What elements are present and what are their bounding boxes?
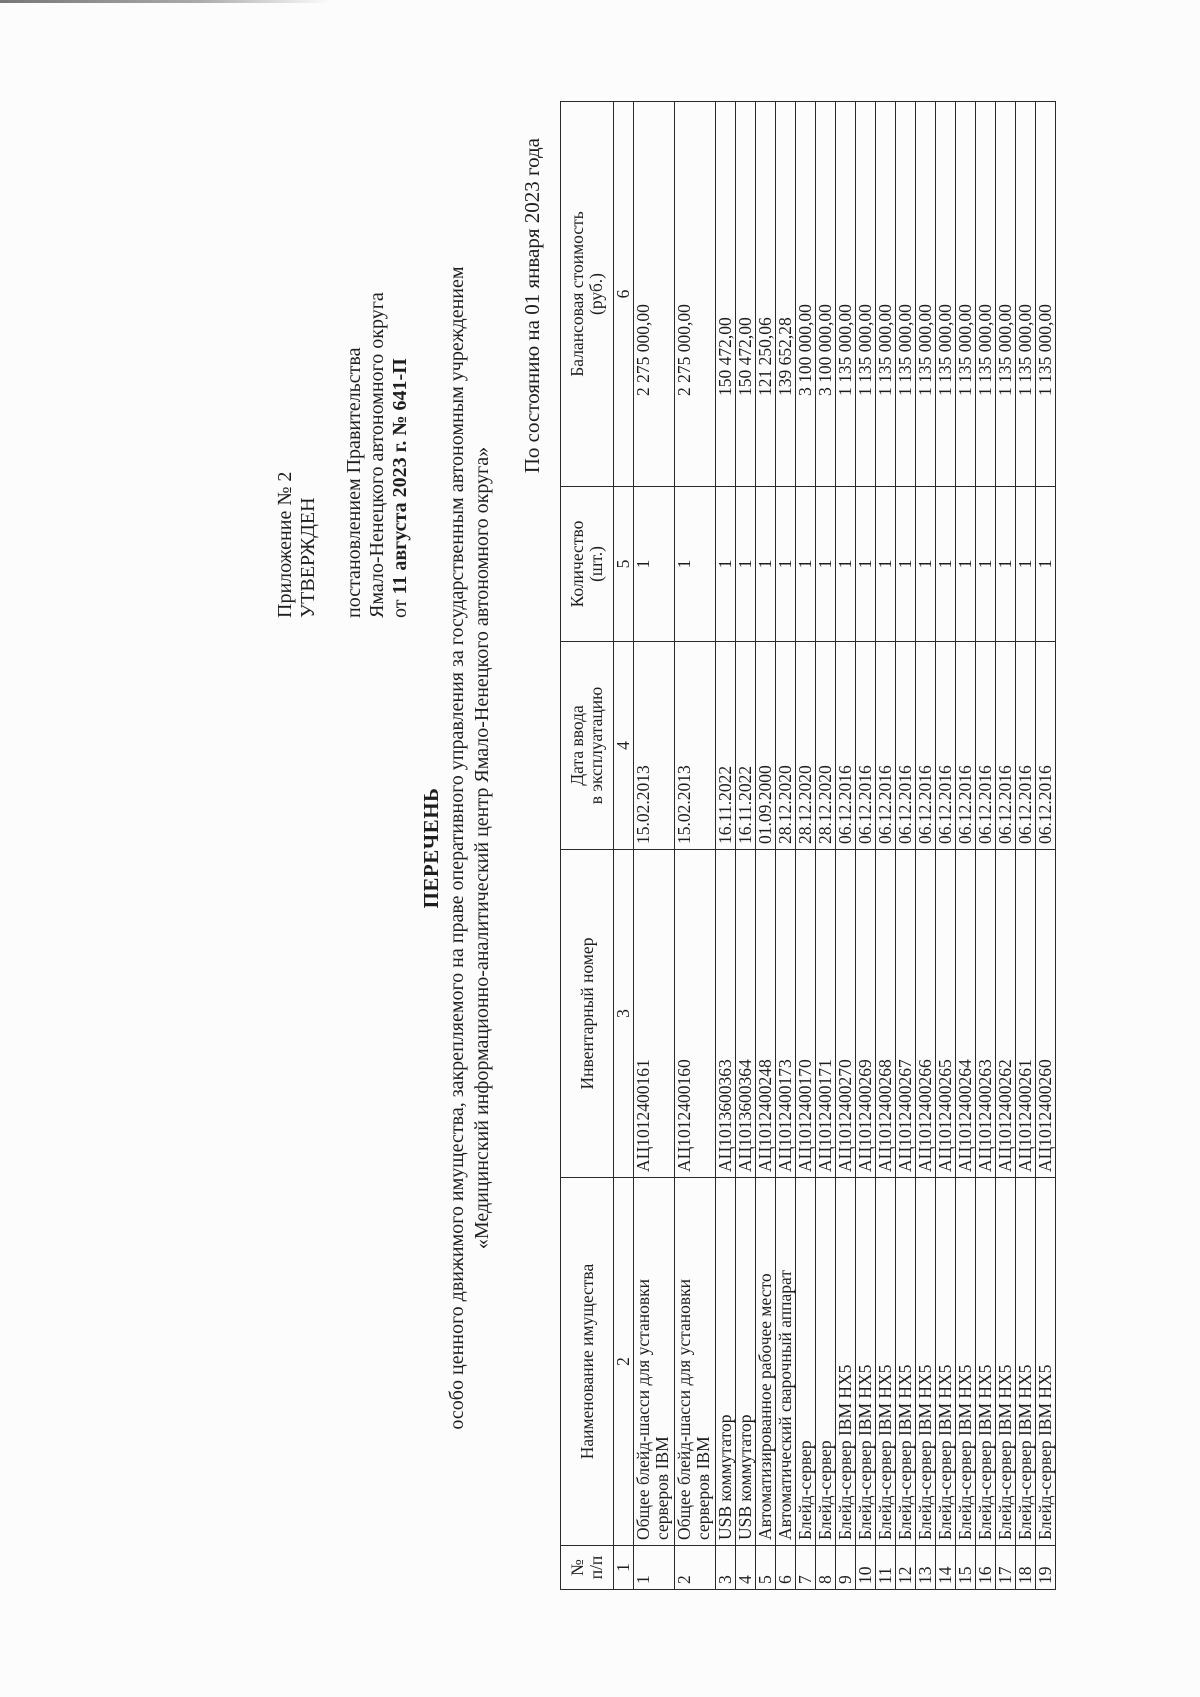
quantity: 1	[896, 487, 916, 642]
balance-cost: 121 250,06	[756, 102, 776, 487]
column-number-row	[614, 102, 634, 1590]
column-number: 1	[614, 1546, 634, 1590]
inventory-number: АЦ1012400171	[816, 850, 836, 1178]
quantity: 1	[634, 487, 675, 642]
item-name: Блейд-сервер IBM HX5	[876, 1178, 896, 1546]
property-register-table	[560, 101, 1056, 1590]
table-row	[634, 102, 675, 1590]
commission-date: 16.11.2022	[736, 642, 756, 850]
document-title-block	[418, 68, 494, 1628]
commission-date: 06.12.2016	[996, 642, 1016, 850]
table-row	[816, 102, 836, 1590]
rotated-document-sheet	[220, 68, 1055, 1628]
header-commission-date: Дата ввода в эксплуатацию	[561, 642, 614, 850]
table-row	[956, 102, 976, 1590]
column-number: 2	[614, 1178, 634, 1546]
inventory-number: АЦ1012400266	[916, 850, 936, 1178]
inventory-number: АЦ1012400264	[956, 850, 976, 1178]
table-header-row	[561, 102, 614, 1590]
commission-date: 06.12.2016	[1036, 642, 1056, 850]
table-row	[756, 102, 776, 1590]
commission-date: 28.12.2020	[796, 642, 816, 850]
inventory-number: АЦ1012400269	[856, 850, 876, 1178]
balance-cost: 150 472,00	[716, 102, 736, 487]
inventory-number: АЦ1012400170	[796, 850, 816, 1178]
row-number: 10	[856, 1546, 876, 1590]
row-number: 3	[716, 1546, 736, 1590]
row-number: 7	[796, 1546, 816, 1590]
document-title: ПЕРЕЧЕНЬ	[419, 787, 443, 909]
balance-cost: 1 135 000,00	[836, 102, 856, 487]
quantity: 1	[816, 487, 836, 642]
table-row	[1036, 102, 1056, 1590]
table-row	[856, 102, 876, 1590]
inventory-number: АЦ1013600363	[716, 850, 736, 1178]
header-inventory-number: Инвентарный номер	[561, 850, 614, 1178]
table-row	[716, 102, 736, 1590]
approval-authority-line: постановлением Правительства	[343, 347, 365, 618]
item-name: Блейд-сервер IBM HX5	[896, 1178, 916, 1546]
commission-date: 06.12.2016	[856, 642, 876, 850]
row-number: 19	[1036, 1546, 1056, 1590]
commission-date: 06.12.2016	[876, 642, 896, 850]
balance-cost: 1 135 000,00	[976, 102, 996, 487]
inventory-number: АЦ1012400173	[776, 850, 796, 1178]
table-row	[996, 102, 1016, 1590]
document-subtitle-line-1: особо ценного движимого имущества, закрепляемого на праве оперативного управления за государственным автономным учреждением	[446, 266, 468, 1430]
row-number: 6	[776, 1546, 796, 1590]
row-number: 8	[816, 1546, 836, 1590]
item-name: Блейд-сервер IBM HX5	[976, 1178, 996, 1546]
table-row	[836, 102, 856, 1590]
inventory-number: АЦ1012400248	[756, 850, 776, 1178]
item-name: Блейд-сервер IBM HX5	[936, 1178, 956, 1546]
commission-date: 06.12.2016	[896, 642, 916, 850]
column-number: 5	[614, 487, 634, 642]
item-name: Автоматизированное рабочее место	[756, 1178, 776, 1546]
row-number: 11	[876, 1546, 896, 1590]
inventory-number: АЦ1012400160	[675, 850, 716, 1178]
balance-cost: 1 135 000,00	[916, 102, 936, 487]
item-name: Общее блейд-шасси для установки серверов IBM	[634, 1178, 675, 1546]
commission-date: 06.12.2016	[916, 642, 936, 850]
row-number: 12	[896, 1546, 916, 1590]
item-name: Блейд-сервер IBM HX5	[956, 1178, 976, 1546]
row-number: 1	[634, 1546, 675, 1590]
item-name: Общее блейд-шасси для установки серверов IBM	[675, 1178, 716, 1546]
quantity: 1	[976, 487, 996, 642]
table-row	[736, 102, 756, 1590]
approved-label: УТВЕРЖДЕН	[297, 497, 319, 618]
table-row	[896, 102, 916, 1590]
quantity: 1	[716, 487, 736, 642]
balance-cost: 1 135 000,00	[936, 102, 956, 487]
inventory-number: АЦ1012400267	[896, 850, 916, 1178]
inventory-number: АЦ1013600364	[736, 850, 756, 1178]
commission-date: 15.02.2013	[675, 642, 716, 850]
item-name: Блейд-сервер IBM HX5	[1036, 1178, 1056, 1546]
commission-date: 28.12.2020	[816, 642, 836, 850]
commission-date: 06.12.2016	[976, 642, 996, 850]
header-row-number: № п/п	[561, 1546, 614, 1590]
quantity: 1	[936, 487, 956, 642]
row-number: 5	[756, 1546, 776, 1590]
decree-prefix: от	[389, 599, 411, 618]
row-number: 14	[936, 1546, 956, 1590]
column-number: 6	[614, 102, 634, 487]
quantity: 1	[776, 487, 796, 642]
commission-date: 06.12.2016	[836, 642, 856, 850]
appendix-number: Приложение № 2	[274, 471, 296, 618]
inventory-number: АЦ1012400270	[836, 850, 856, 1178]
quantity: 1	[796, 487, 816, 642]
row-number: 4	[736, 1546, 756, 1590]
balance-cost: 2 275 000,00	[634, 102, 675, 487]
approval-block	[274, 98, 412, 618]
row-number: 15	[956, 1546, 976, 1590]
quantity: 1	[876, 487, 896, 642]
commission-date: 06.12.2016	[936, 642, 956, 850]
quantity: 1	[1016, 487, 1036, 642]
inventory-number: АЦ1012400161	[634, 850, 675, 1178]
table-row	[876, 102, 896, 1590]
commission-date: 06.12.2016	[1016, 642, 1036, 850]
item-name: Блейд-сервер IBM HX5	[856, 1178, 876, 1546]
quantity: 1	[956, 487, 976, 642]
table-row	[916, 102, 936, 1590]
quantity: 1	[756, 487, 776, 642]
inventory-number: АЦ1012400263	[976, 850, 996, 1178]
approval-authority-region: Ямало-Ненецкого автономного округа	[366, 292, 388, 618]
row-number: 16	[976, 1546, 996, 1590]
commission-date: 16.11.2022	[716, 642, 736, 850]
item-name: USB коммутатор	[716, 1178, 736, 1546]
quantity: 1	[916, 487, 936, 642]
item-name: Блейд-сервер	[816, 1178, 836, 1546]
item-name: Блейд-сервер IBM HX5	[1016, 1178, 1036, 1546]
table-row	[796, 102, 816, 1590]
table-row	[776, 102, 796, 1590]
balance-cost: 1 135 000,00	[896, 102, 916, 487]
inventory-number: АЦ1012400265	[936, 850, 956, 1178]
balance-cost: 1 135 000,00	[876, 102, 896, 487]
decree-date-number: 11 августа 2023 г. № 641-П	[389, 358, 411, 595]
item-name: Автоматический сварочный аппарат	[776, 1178, 796, 1546]
as-of-date: По состоянию на 01 января 2023 года	[520, 138, 544, 474]
column-number: 3	[614, 850, 634, 1178]
item-name: Блейд-сервер IBM HX5	[836, 1178, 856, 1546]
balance-cost: 1 135 000,00	[1016, 102, 1036, 487]
commission-date: 01.09.2000	[756, 642, 776, 850]
item-name: Блейд-сервер IBM HX5	[996, 1178, 1016, 1546]
table-row	[675, 102, 716, 1590]
balance-cost: 1 135 000,00	[1036, 102, 1056, 487]
quantity: 1	[675, 487, 716, 642]
quantity: 1	[736, 487, 756, 642]
header-quantity: Количество (шт.)	[561, 487, 614, 642]
commission-date: 15.02.2013	[634, 642, 675, 850]
row-number: 13	[916, 1546, 936, 1590]
inventory-number: АЦ1012400260	[1036, 850, 1056, 1178]
balance-cost: 1 135 000,00	[956, 102, 976, 487]
header-balance-cost: Балансовая стоимость (руб.)	[561, 102, 614, 487]
commission-date: 28.12.2020	[776, 642, 796, 850]
balance-cost: 1 135 000,00	[856, 102, 876, 487]
column-number: 4	[614, 642, 634, 850]
quantity: 1	[996, 487, 1016, 642]
row-number: 17	[996, 1546, 1016, 1590]
table-row	[936, 102, 956, 1590]
inventory-number: АЦ1012400268	[876, 850, 896, 1178]
scan-artifact-line	[0, 0, 330, 3]
balance-cost: 3 100 000,00	[796, 102, 816, 487]
row-number: 18	[1016, 1546, 1036, 1590]
document-subtitle-line-2: «Медицинский информационно-аналитический центр Ямало-Ненецкого автономного округа»	[471, 446, 493, 1250]
row-number: 2	[675, 1546, 716, 1590]
approval-decree-line	[389, 98, 412, 618]
table-row	[976, 102, 996, 1590]
balance-cost: 1 135 000,00	[996, 102, 1016, 487]
row-number: 9	[836, 1546, 856, 1590]
quantity: 1	[1036, 487, 1056, 642]
quantity: 1	[836, 487, 856, 642]
commission-date: 06.12.2016	[956, 642, 976, 850]
item-name: Блейд-сервер	[796, 1178, 816, 1546]
quantity: 1	[856, 487, 876, 642]
balance-cost: 2 275 000,00	[675, 102, 716, 487]
item-name: USB коммутатор	[736, 1178, 756, 1546]
table-row	[1016, 102, 1036, 1590]
balance-cost: 150 472,00	[736, 102, 756, 487]
header-name: Наименование имущества	[561, 1178, 614, 1546]
balance-cost: 139 652,28	[776, 102, 796, 487]
balance-cost: 3 100 000,00	[816, 102, 836, 487]
inventory-number: АЦ1012400262	[996, 850, 1016, 1178]
inventory-number: АЦ1012400261	[1016, 850, 1036, 1178]
item-name: Блейд-сервер IBM HX5	[916, 1178, 936, 1546]
